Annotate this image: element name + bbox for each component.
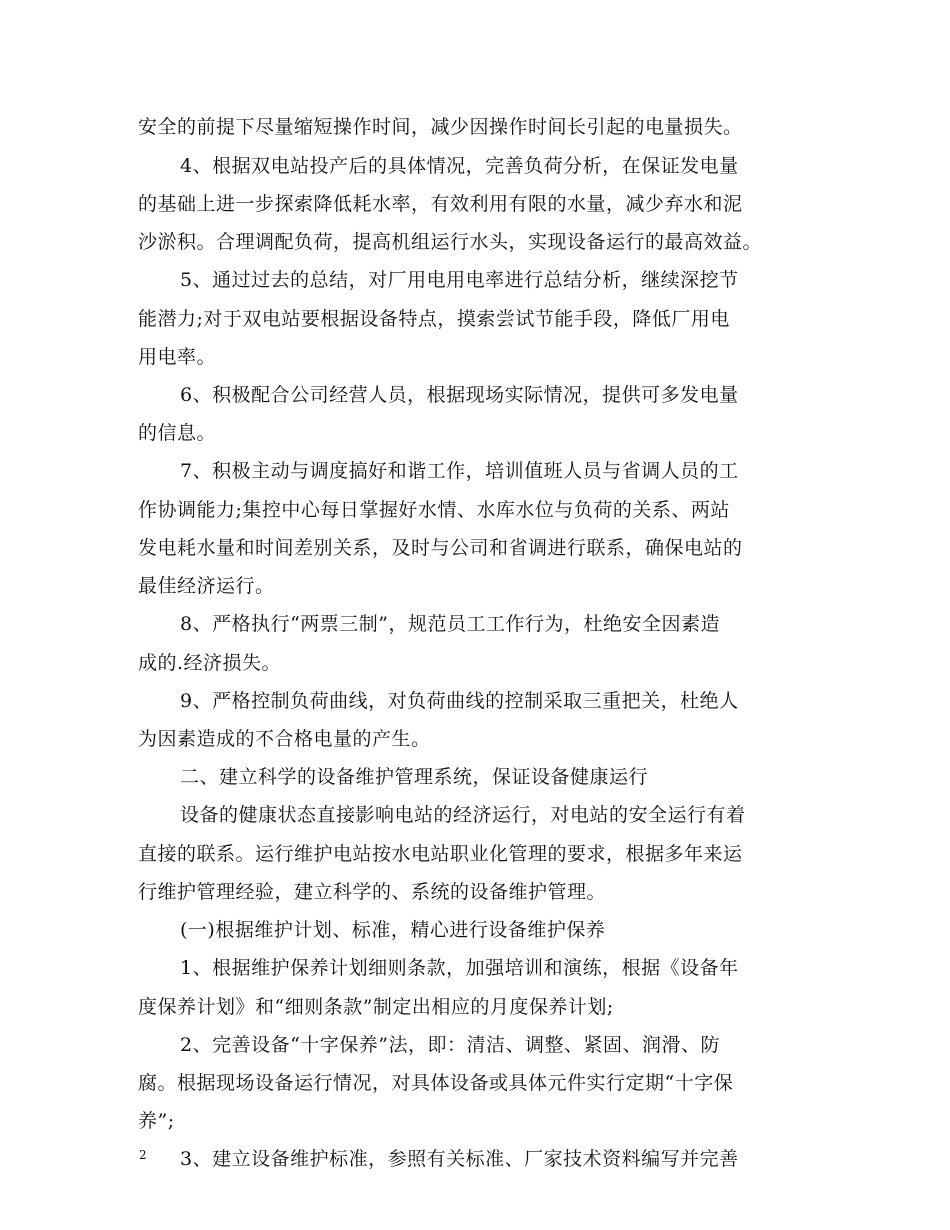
text-line: 沙淤积。合理调配负荷，提高机组运行水头，实现设备运行的最高效益。 <box>138 231 763 253</box>
text-line: 5、通过过去的总结，对厂用电用电率进行总结分析，继续深挖节 <box>180 269 739 291</box>
text-line: 安全的前提下尽量缩短操作时间，减少因操作时间长引起的电量损失。 <box>138 116 743 138</box>
text-line: 4、根据双电站投产后的具体情况，完善负荷分析，在保证发电量 <box>180 155 739 177</box>
text-line: 7、积极主动与调度搞好和谐工作，培训值班人员与省调人员的工 <box>180 460 739 482</box>
text-line: 2、完善设备“十字保养”法，即：清洁、调整、紧固、润滑、防 <box>180 1034 721 1056</box>
text-line: 行维护管理经验，建立科学的、系统的设备维护管理。 <box>138 881 607 903</box>
text-line: 养”; <box>138 1110 175 1132</box>
text-line: 度保养计划》和“细则条款”制定出相应的月度保养计划; <box>138 996 614 1018</box>
subsection-heading: (一)根据维护计划、标准，精心进行设备维护保养 <box>180 919 606 941</box>
text-line: 9、严格控制负荷曲线，对负荷曲线的控制采取三重把关，杜绝人 <box>180 690 739 712</box>
text-line: 作协调能力;集控中心每日掌握好水情、水库水位与负荷的关系、两站 <box>138 499 730 521</box>
text-line: 3、建立设备维护标准，参照有关标准、厂家技术资料编写并完善 <box>180 1148 739 1170</box>
text-line: 1、根据维护保养计划细则条款，加强培训和演练，根据《设备年 <box>180 957 739 979</box>
text-line: 8、严格执行“两票三制”，规范员工工作行为，杜绝安全因素造 <box>180 613 721 635</box>
section-heading: 二、建立科学的设备维护管理系统，保证设备健康运行 <box>180 766 649 788</box>
text-line: 设备的健康状态直接影响电站的经济运行，对电站的安全运行有着 <box>180 804 746 826</box>
text-line: 6、积极配合公司经营人员，根据现场实际情况，提供可多发电量 <box>180 384 739 406</box>
text-line: 腐。根据现场设备运行情况，对具体设备或具体元件实行定期“十字保 <box>138 1072 734 1094</box>
text-line: 直接的联系。运行维护电站按水电站职业化管理的要求，根据多年来运 <box>138 843 743 865</box>
text-line: 发电耗水量和时间差别关系，及时与公司和省调进行联系，确保电站的 <box>138 537 743 559</box>
text-line: 用电率。 <box>138 346 217 368</box>
text-line: 为因素造成的不合格电量的产生。 <box>138 728 431 750</box>
text-line: 成的.经济损失。 <box>138 652 282 674</box>
text-line: 最佳经济运行。 <box>138 575 275 597</box>
text-line: 的基础上进一步探索降低耗水率，有效利用有限的水量，减少弃水和泥 <box>138 193 743 215</box>
text-line: 能潜力;对于双电站要根据设备特点，摸索尝试节能手段，降低厂用电 <box>138 308 730 330</box>
page-number: 2 <box>139 1148 147 1162</box>
text-line: 的信息。 <box>138 422 217 444</box>
